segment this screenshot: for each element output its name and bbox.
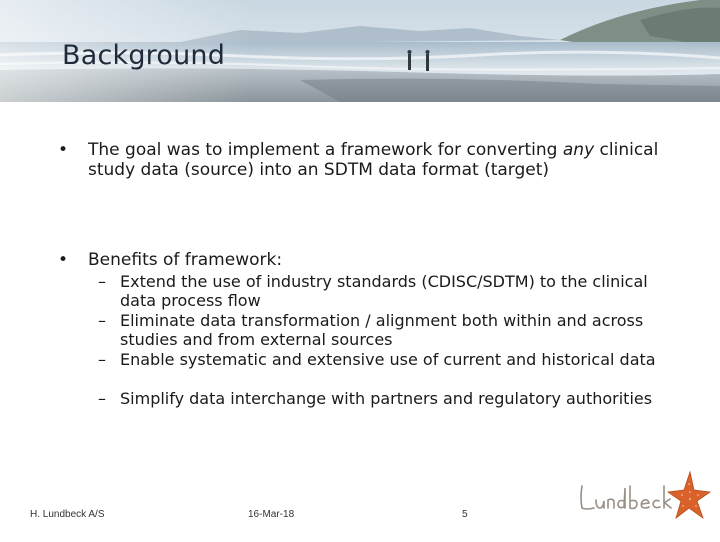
sub-item-marker: – — [98, 272, 106, 291]
bullet-benefits — [58, 250, 678, 270]
bullet-goal-text-pre: The goal was to implement a framework for converting — [88, 140, 563, 160]
bullet-marker: • — [58, 250, 69, 270]
slide-title: Background — [62, 40, 226, 71]
bullet-marker: • — [58, 140, 69, 160]
sub-item-text: Eliminate data transformation / alignment both within and across studies and from external sources — [120, 311, 644, 349]
bullet-benefits-text: Benefits of framework: — [88, 250, 283, 270]
bullet-goal — [58, 140, 678, 180]
lundbeck-logo — [572, 468, 712, 538]
sub-item-marker: – — [98, 389, 106, 408]
starfish-icon — [668, 472, 710, 518]
sub-item — [98, 311, 668, 349]
bullet-goal-text-emphasis: any — [562, 140, 595, 160]
footer-date: 16-Mar-18 — [248, 509, 295, 520]
sub-item-text: Simplify data interchange with partners and regulatory authorities — [120, 389, 653, 408]
sub-item — [98, 350, 668, 369]
bullet-goal-text-post: clinical study data (source) into an SDTM data format (target) — [88, 140, 659, 180]
sub-item — [98, 389, 668, 408]
sub-item-marker: – — [98, 350, 106, 369]
sub-item-marker: – — [98, 311, 106, 330]
sub-item-text: Extend the use of industry standards (CDISC/SDTM) to the clinical data process flow — [120, 272, 648, 310]
sub-item — [98, 272, 668, 310]
footer-company: H. Lundbeck A/S — [30, 509, 105, 520]
lundbeck-wordmark-icon — [581, 486, 671, 509]
bullet-goal-text — [88, 140, 678, 180]
sub-item-text: Enable systematic and extensive use of current and historical data — [120, 350, 656, 369]
footer-page-number: 5 — [462, 509, 468, 520]
